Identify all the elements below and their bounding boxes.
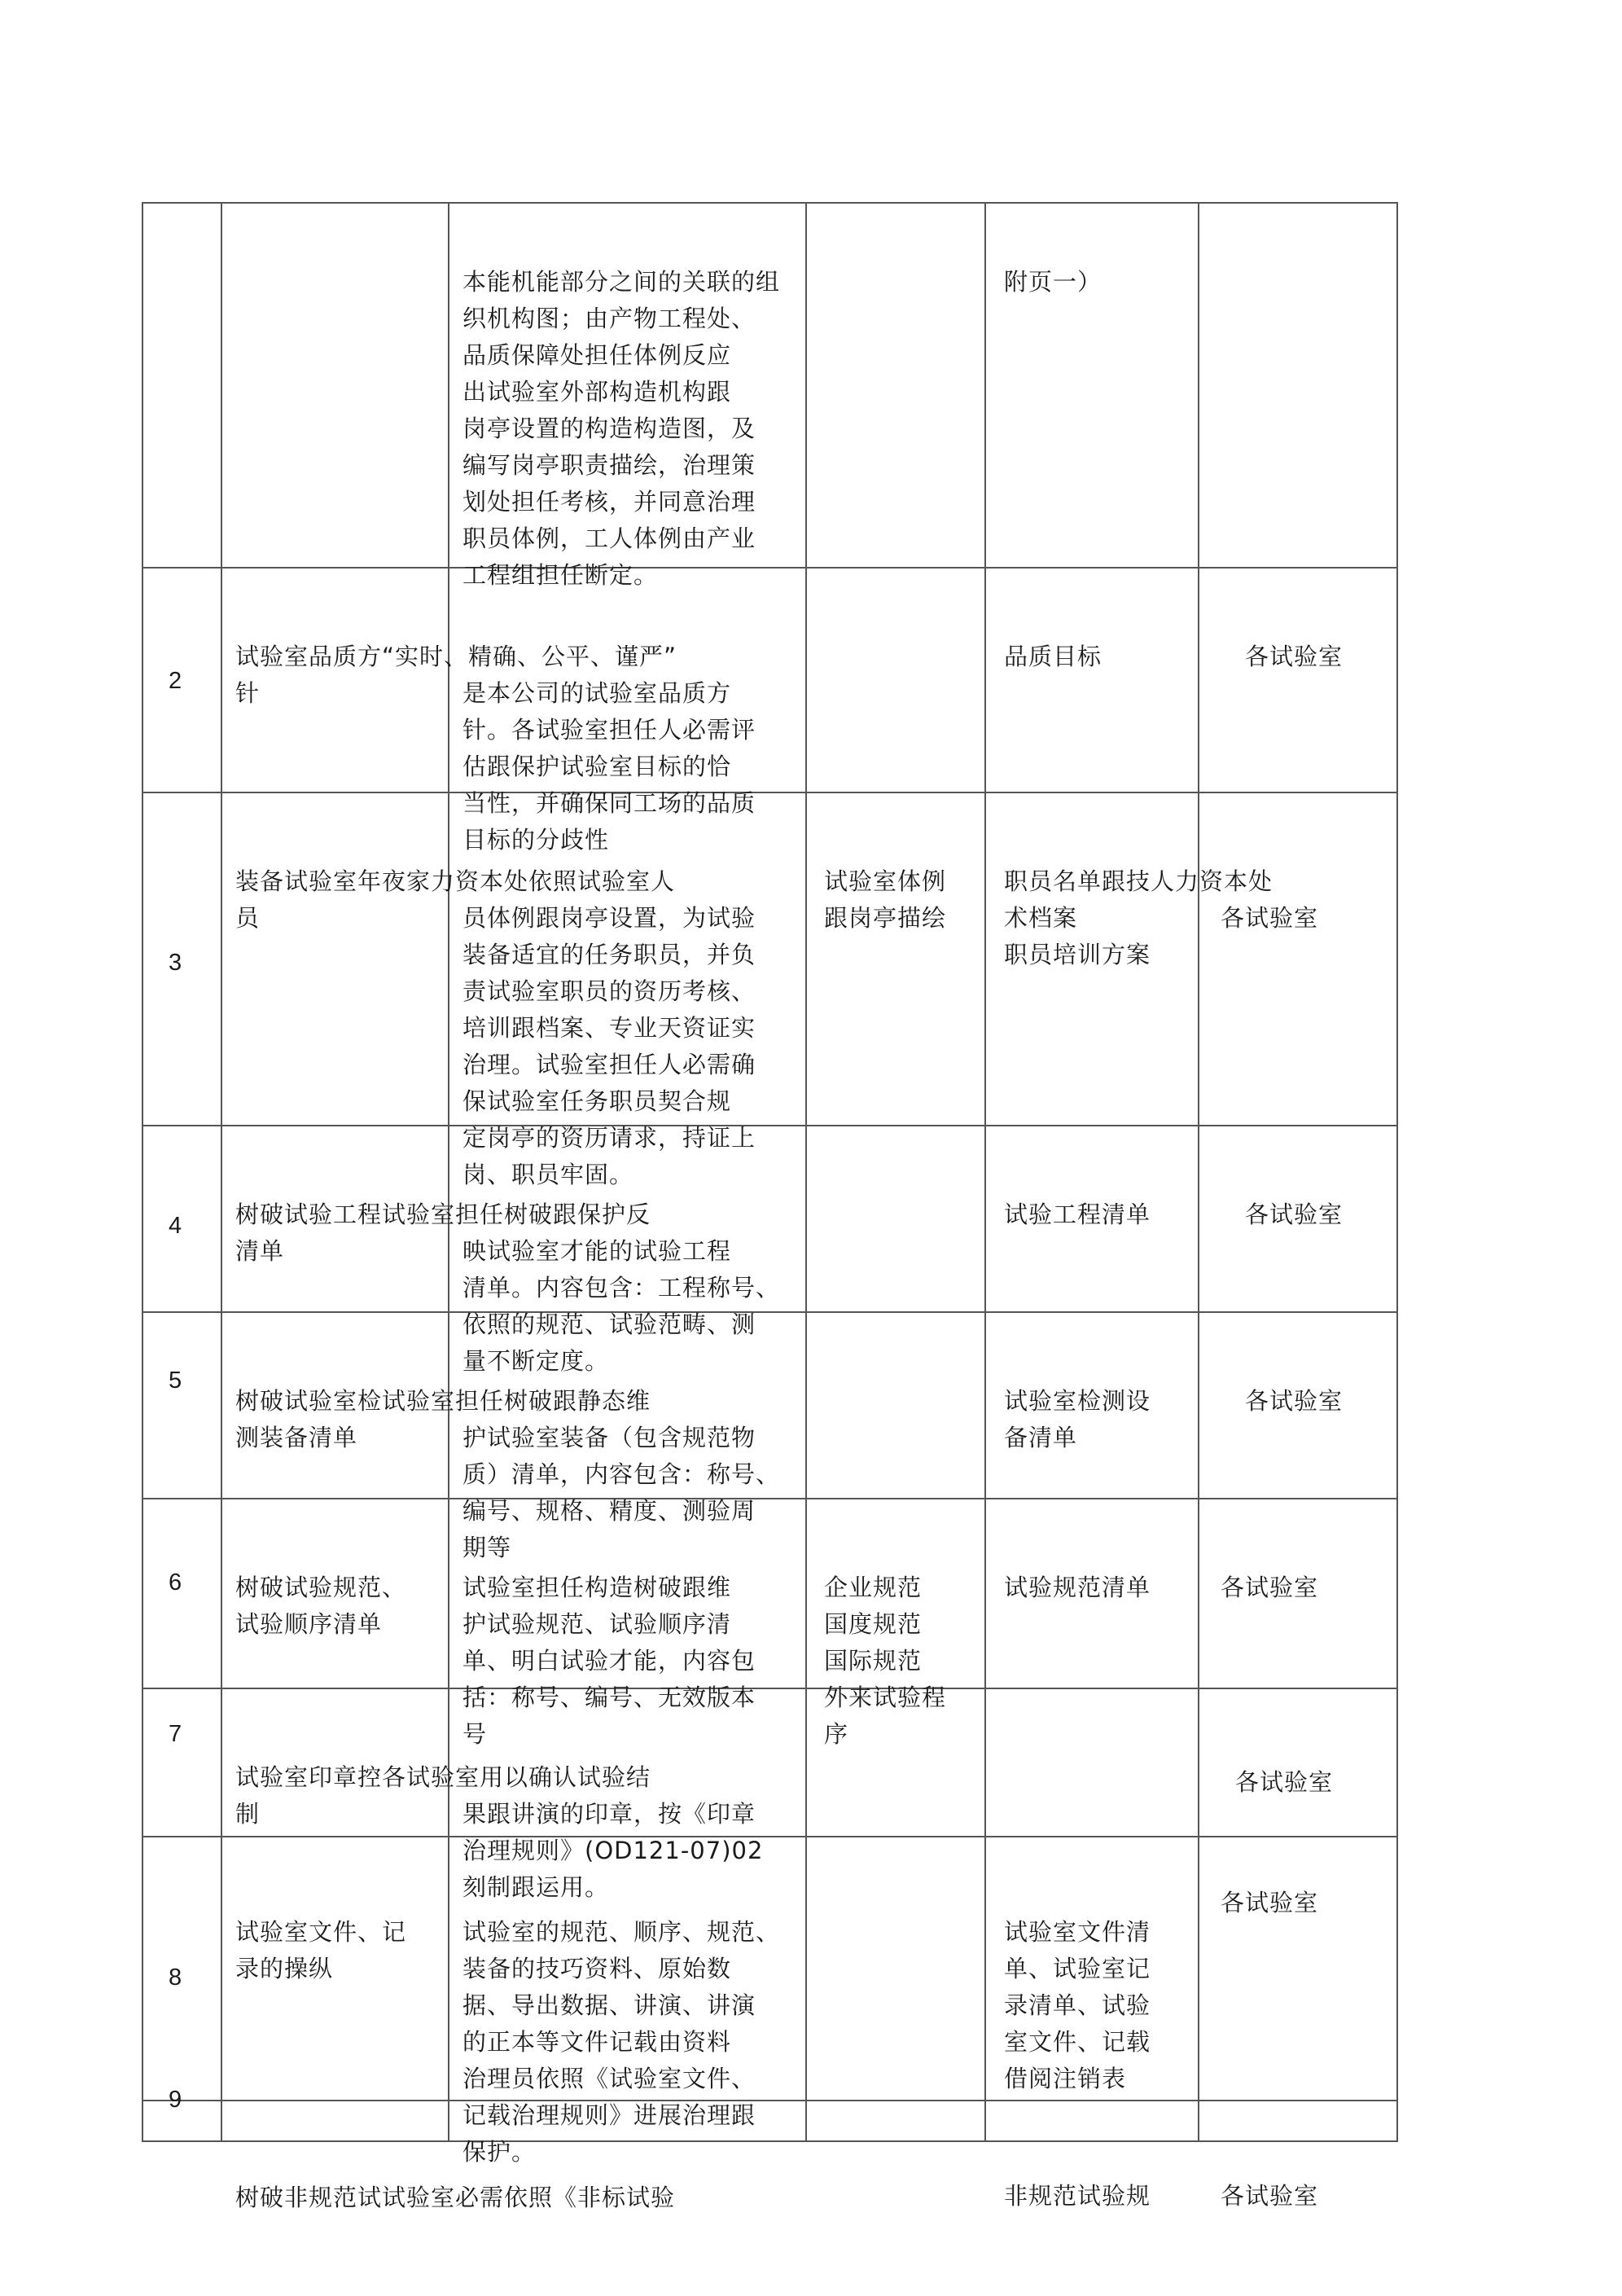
- row-3-record: 职员名单跟技人力资本处 术档案 职员培训方案: [1004, 867, 1273, 968]
- table-border-left: [142, 202, 143, 2142]
- row-2-description: 是本公司的试验室品质方 针。各试验室担任人必需评 估跟保护试验室目标的恰 当性，并确保同工场的品质 目标的分歧性: [462, 679, 756, 854]
- row-5-department: 各试验室: [1245, 1387, 1344, 1415]
- row-5-number: 5: [169, 1368, 182, 1394]
- table-column-divider: [805, 202, 807, 2142]
- row-1-record: 附页一）: [1004, 268, 1103, 296]
- row-2-number: 2: [169, 668, 182, 694]
- row-4-item: 树破试验工程试验室担任树破跟保护反 清单: [235, 1201, 651, 1265]
- table-border-right: [1396, 202, 1398, 2142]
- row-3-item: 装备试验室年夜家力资本处依照试验室人 员: [235, 867, 676, 932]
- row-9-item: 树破非规范试试验室必需依照《非标试验: [235, 2184, 676, 2211]
- row-9-department: 各试验室: [1221, 2182, 1319, 2210]
- row-6-basis: 企业规范 国度规范 国际规范 外来试验程 序: [824, 1574, 947, 1748]
- row-5-description: 护试验室装备（包含规范物 质）清单，内容包含：称号、 编号、规格、精度、测验周 期等: [462, 1424, 781, 1561]
- row-1-description: 本能机能部分之间的关联的组 织机构图；由产物工程处、 品质保障处担任体例反应 出试验室外部构造机构跟 岗亭设置的构造构造图，及 编写岗亭职责描绘，治理策 划处担任考核，并同意治理 职员体例，工人体例由产业 工程组担任断定。: [462, 268, 781, 589]
- row-5-record: 试验室检测设 备清单: [1004, 1387, 1151, 1451]
- row-9-record: 非规范试验规: [1004, 2182, 1151, 2210]
- row-6-record: 试验规范清单: [1004, 1574, 1151, 1601]
- row-2-item: 试验室品质方“实时、精确、公平、谨严” 针: [235, 643, 677, 707]
- row-8-record: 试验室文件清 单、试验室记 录清单、试验 室文件、记载 借阅注销表: [1004, 1918, 1151, 2092]
- row-8-description: 试验室的规范、顺序、规范、 装备的技巧资料、原始数 据、导出数据、讲演、讲演 的正本等文件记载由资料 治理员依照《试验室文件、 记载治理规则》进展治理跟 保护。: [462, 1918, 781, 2166]
- row-4-department: 各试验室: [1245, 1201, 1344, 1228]
- row-3-number: 3: [169, 950, 182, 976]
- row-7-department: 各试验室: [1235, 1768, 1334, 1796]
- row-7-number: 7: [169, 1721, 182, 1747]
- row-8-number: 8: [169, 1965, 182, 1991]
- row-7-description: 果跟讲演的印章，按《印章 治理规则》(OD121-07)02 刻制跟运用。: [462, 1800, 764, 1901]
- row-6-description: 试验室担任构造树破跟维 护试验规范、试验顺序清 单、明白试验才能，内容包 括：称号、编号、无效版本 号: [462, 1574, 756, 1748]
- procedure-table: [142, 202, 1398, 2211]
- row-6-department: 各试验室: [1221, 1574, 1319, 1601]
- row-4-record: 试验工程清单: [1004, 1201, 1151, 1228]
- row-3-department: 各试验室: [1221, 904, 1319, 932]
- row-2-record: 品质目标: [1004, 643, 1103, 670]
- row-9-number: 9: [169, 2087, 182, 2113]
- row-4-number: 4: [169, 1213, 182, 1239]
- row-5-item: 树破试验室检试验室担任树破跟静态维 测装备清单: [235, 1387, 651, 1451]
- row-3-basis: 试验室体例 跟岗亭描绘: [824, 867, 947, 932]
- table-column-divider: [1198, 202, 1199, 2142]
- row-7-item: 试验室印章控各试验室用以确认试验结 制: [235, 1763, 651, 1828]
- row-6-number: 6: [169, 1569, 182, 1596]
- row-8-item: 试验室文件、记 录的操纵: [235, 1918, 407, 1982]
- row-4-description: 映试验室才能的试验工程 清单。内容包含：工程称号、 依照的规范、试验范畴、测 量不断定度。: [462, 1237, 781, 1375]
- table-column-divider: [984, 202, 986, 2142]
- row-3-description: 员体例跟岗亭设置，为试验 装备适宜的任务职员，并负 责试验室职员的资历考核、 培训跟档案、专业天资证实 治理。试验室担任人必需确 保试验室任务职员契合规 定岗亭的资历请求，持证上 岗、职员牢固。: [462, 904, 756, 1188]
- row-2-department: 各试验室: [1245, 643, 1344, 670]
- row-6-item: 树破试验规范、 试验顺序清单: [235, 1574, 407, 1638]
- row-7-department-secondary: 各试验室: [1221, 1889, 1319, 1916]
- table-column-divider: [221, 202, 222, 2142]
